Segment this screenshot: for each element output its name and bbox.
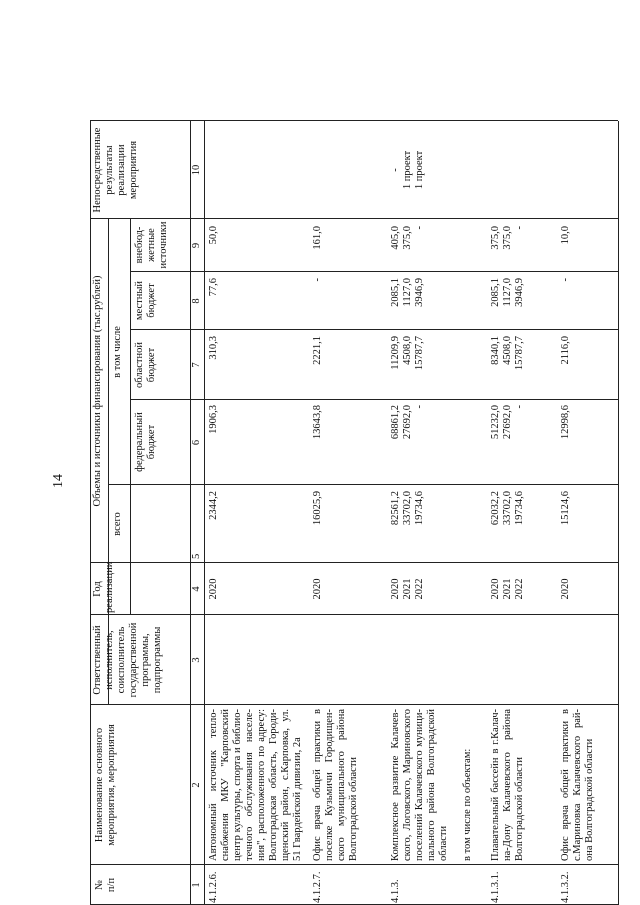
index-2: 2 <box>191 782 202 788</box>
table-row-name: Плавательный бассейн в г.Калач-на-Дону Калачевского района Волгоградской области <box>490 709 525 861</box>
table-row-regional: 11209,9 4508,0 15787,7 <box>390 336 425 371</box>
index-3: 3 <box>191 657 202 663</box>
header-extrabudget: внебюд-жетные источники <box>134 221 169 269</box>
table-row-regional: 310,3 <box>208 336 219 360</box>
header-regional: областной бюджет <box>134 342 157 388</box>
header-year: Год реализации <box>92 561 115 613</box>
table-row-name: Офис врача общей практики в поселке Кузьмичи Городищен-ского муниципального района Волгоградской области <box>312 709 359 861</box>
header-including: в том числе <box>112 326 123 378</box>
table-row-name: Комплексное развитие Калачев-ского, Логовского, Мариновского поселений Калачевского муници-пального района Волгоградской области <box>390 709 449 861</box>
header-financing: Объемы и источники финансирования (тыс.рублей) <box>92 275 103 507</box>
budget-table <box>90 121 618 905</box>
header-total: всего <box>112 512 123 536</box>
header-num: № п/п <box>94 877 117 893</box>
table-row-total: 82561,2 33702,0 19734,6 <box>390 491 425 526</box>
table-row-extrabudget: 50,0 <box>208 226 219 245</box>
table-row-local: 2085,1 1127,0 3946,9 <box>490 278 525 307</box>
table-row-year: 2020 2021 2022 <box>490 578 525 600</box>
table-row-name: Офис врача общей практики в с.Мариновка Калачевского рай-она Волгоградской области <box>560 709 595 861</box>
table-row-total: 2344,2 <box>208 491 219 520</box>
table-row-federal: 1906,3 <box>208 405 219 434</box>
table-row-extrabudget: 10,0 <box>560 226 571 245</box>
table-row-local: 77,6 <box>208 278 219 297</box>
table-row-extrabudget: 405,0 375,0 - <box>390 226 425 250</box>
table-row-num: 4.1.3.2. <box>560 871 571 903</box>
header-results: Непосредственные результаты реализации мероприятия <box>92 127 139 213</box>
table-row-extrabudget: 161,0 <box>312 226 323 250</box>
table-row-regional: 2221,1 <box>312 336 323 365</box>
header-federal: федеральный бюджет <box>134 412 157 472</box>
table-row-name: Автономный источник тепло-снабжения МКУ "Карповский центр культуры, спорта и библио-течного обслуживания населе-ния", расположенного по адресу: Волгоградская область, Городи-щенский район, с.Карповка, ул. 51 Гвардейской дивизии, 2а <box>208 709 303 861</box>
table-row-total: 16025,9 <box>312 491 323 526</box>
table-row-federal: 13643,8 <box>312 405 323 440</box>
table-row-federal: 68861,2 27692,0 - <box>390 405 425 440</box>
table-row-federal: 12998,6 <box>560 405 571 440</box>
table-row-total: 15124,6 <box>560 491 571 526</box>
table-row-regional: 8340,1 4508,0 15787,7 <box>490 336 525 371</box>
index-5: 5 <box>191 553 202 559</box>
table-row-regional: 2116,0 <box>560 336 571 365</box>
index-6: 6 <box>191 439 202 446</box>
index-8: 8 <box>191 298 202 304</box>
table-row-year: 2020 2021 2022 <box>390 578 425 600</box>
header-name: Наименование основного мероприятия, мероприятия <box>94 724 117 846</box>
index-1: 1 <box>191 882 202 888</box>
table-row-num: 4.1.2.6. <box>208 871 219 903</box>
table-row-local: - <box>560 278 571 282</box>
table-row-year: 2020 <box>312 578 323 600</box>
index-7: 7 <box>191 362 202 368</box>
table-row-extrabudget: 375,0 375,0 - <box>490 226 525 250</box>
table-row-federal: 51232,0 27692,0 - <box>490 405 525 440</box>
header-responsible: Ответственный исполнитель, соисполнитель государственной программы, подпрограммы <box>92 622 163 698</box>
table-row-local: - <box>312 278 323 282</box>
page-number: 14 <box>51 474 66 488</box>
table-row-num: 4.1.3. <box>390 879 401 903</box>
index-4: 4 <box>191 586 202 592</box>
table-row-num: 4.1.2.7. <box>312 871 323 903</box>
table-row-subheading: в том числе по объектам: <box>462 748 473 861</box>
table-row-year: 2020 <box>208 578 219 600</box>
index-9: 9 <box>191 242 202 249</box>
table-row-total: 62032,2 33702,0 19734,6 <box>490 491 525 526</box>
header-local: местный бюджет <box>134 280 157 321</box>
table-row-local: 2085,1 1127,0 3946,9 <box>390 278 425 307</box>
table-row-year: 2020 <box>560 578 571 600</box>
table-row-result: - 1 проект 1 проект <box>390 150 425 190</box>
table-row-num: 4.1.3.1. <box>490 871 501 903</box>
index-10: 10 <box>191 164 202 176</box>
